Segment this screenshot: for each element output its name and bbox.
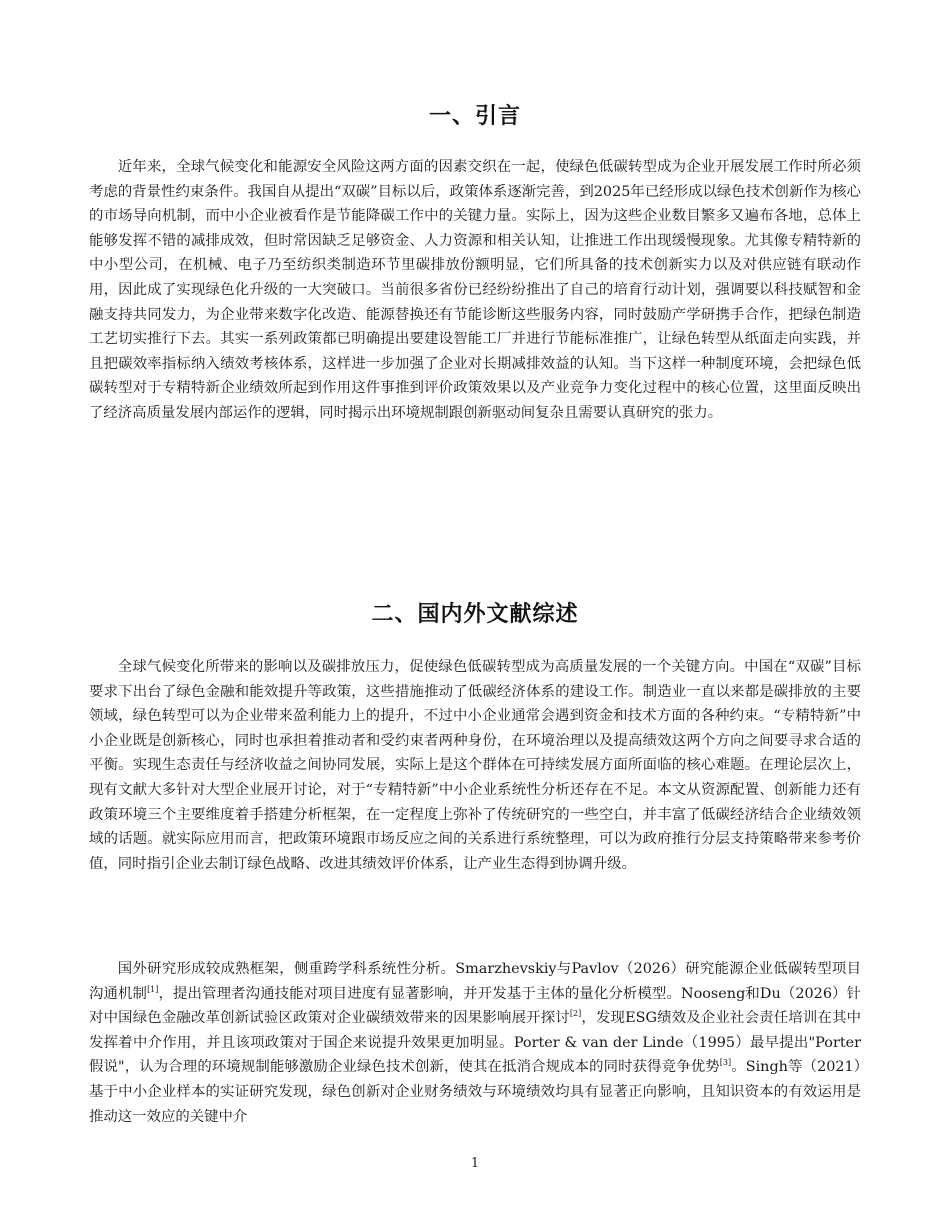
paragraph-text: 。Singh等（2021）基于中小企业样本的实证研究发现，绿色创新对企业财务绩效与环境绩效均具有显著正向影响，且知识资本的有效运用是推动这一效应的关键中介 bbox=[89, 1059, 861, 1125]
citation-ref-3[interactable]: [3] bbox=[719, 1058, 732, 1068]
section-heading-literature-review: 二、国内外文献综述 bbox=[371, 602, 579, 627]
page-number: 1 bbox=[470, 1156, 480, 1171]
paragraph-text: 国外研究形成较成熟框架，侧重跨学科系统性分析。Smarzhevskiy与Pavlov（2026）研究能源企业低碳转型项目沟通机制 bbox=[89, 961, 861, 1002]
paragraph-text: ，发现ESG绩效及企业社会责任培训在其中发挥着中介作用，并且该项政策对于国企来说提升效果更加明显。Porter & van der Linde（1995）最早提出"Porter假说"，认为合理的环境规制能够激励企业绿色技术创新，使其在抵消合规成本的同时获得竞争优势 bbox=[89, 1010, 861, 1076]
citation-ref-2[interactable]: [2] bbox=[569, 1009, 582, 1019]
citation-ref-1[interactable]: [1] bbox=[147, 984, 159, 994]
section-heading-introduction: 一、引言 bbox=[428, 104, 521, 129]
literature-review-paragraph-2 bbox=[89, 957, 861, 1129]
paragraph-text: ，提出管理者沟通技能对项目进度有显著影响，并开发基于主体的量化分析模型。Nooseng和Du（2026）针对中国绿色金融改革创新试验区政策对企业碳绩效带来的因果影响展开探讨 bbox=[89, 985, 861, 1027]
literature-review-paragraph-1: 全球气候变化所带来的影响以及碳排放压力，促使绿色低碳转型成为高质量发展的一个关键方向。中国在“双碳”目标要求下出台了绿色金融和能效提升等政策，这些措施推动了低碳经济体系的建设工作。制造业一直以来都是碳排放的主要领域，绿色转型可以为企业带来盈利能力上的提升，不过中小企业通常会遇到资金和技术方面的各种约束。“专精特新”中小企业既是创新核心，同时也承担着推动者和受约束者两种身份，在环境治理以及提高绩效这两个方向之间要寻求合适的平衡。实现生态责任与经济收益之间协同发展，实际上是这个群体在可持续发展方面所面临的核心难题。在理论层次上，现有文献大多针对大型企业展开讨论，对于“专精特新”中小企业系统性分析还存在不足。本文从资源配置、创新能力还有政策环境三个主要维度着手搭建分析框架，在一定程度上弥补了传统研究的一些空白，并丰富了低碳经济结合企业绩效领域的话题。就实际应用而言，把政策环境跟市场反应之间的关系进行系统整理，可以为政府推行分层支持策略带来参考价值，同时指引企业去制订绿色战略、改进其绩效评价体系，让产业生态得到协调升级。 bbox=[89, 659, 861, 872]
introduction-paragraph: 近年来，全球气候变化和能源安全风险这两方面的因素交织在一起，使绿色低碳转型成为企业开展发展工作时所必须考虑的背景性约束条件。我国自从提出“双碳”目标以后，政策体系逐渐完善，到2025年已经形成以绿色技术创新作为核心的市场导向机制，而中小企业被看作是节能降碳工作中的关键力量。实际上，因为这些企业数目繁多又遍布各地，总体上能够发挥不错的减排成效，但时常因缺乏足够资金、人力资源和相关认知，让推进工作出现缓慢现象。尤其像专精特新的中小型公司，在机械、电子乃至纺织类制造环节里碳排放份额明显，它们所具备的技术创新实力以及对供应链有联动作用，因此成了实现绿色化升级的一大突破口。当前很多省份已经纷纷推出了自己的培育行动计划，强调要以科技赋智和金融支持共同发力，为企业带来数字化改造、能源替换还有节能诊断这些服务内容，同时鼓励产学研携手合作，把绿色制造工艺切实推行下去。其实一系列政策都已明确提出要建设智能工厂并进行节能标准推广，让绿色转型从纸面走向实践，并且把碳效率指标纳入绩效考核体系，这样进一步加强了企业对长期减排效益的认知。当下这样一种制度环境，会把绿色低碳转型对于专精特新企业绩效所起到作用这件事推到评价政策效果以及产业竞争力变化过程中的核心位置，这里面反映出了经济高质量发展内部运作的逻辑，同时揭示出环境规制跟创新驱动间复杂且需要认真研究的张力。 bbox=[89, 159, 861, 421]
